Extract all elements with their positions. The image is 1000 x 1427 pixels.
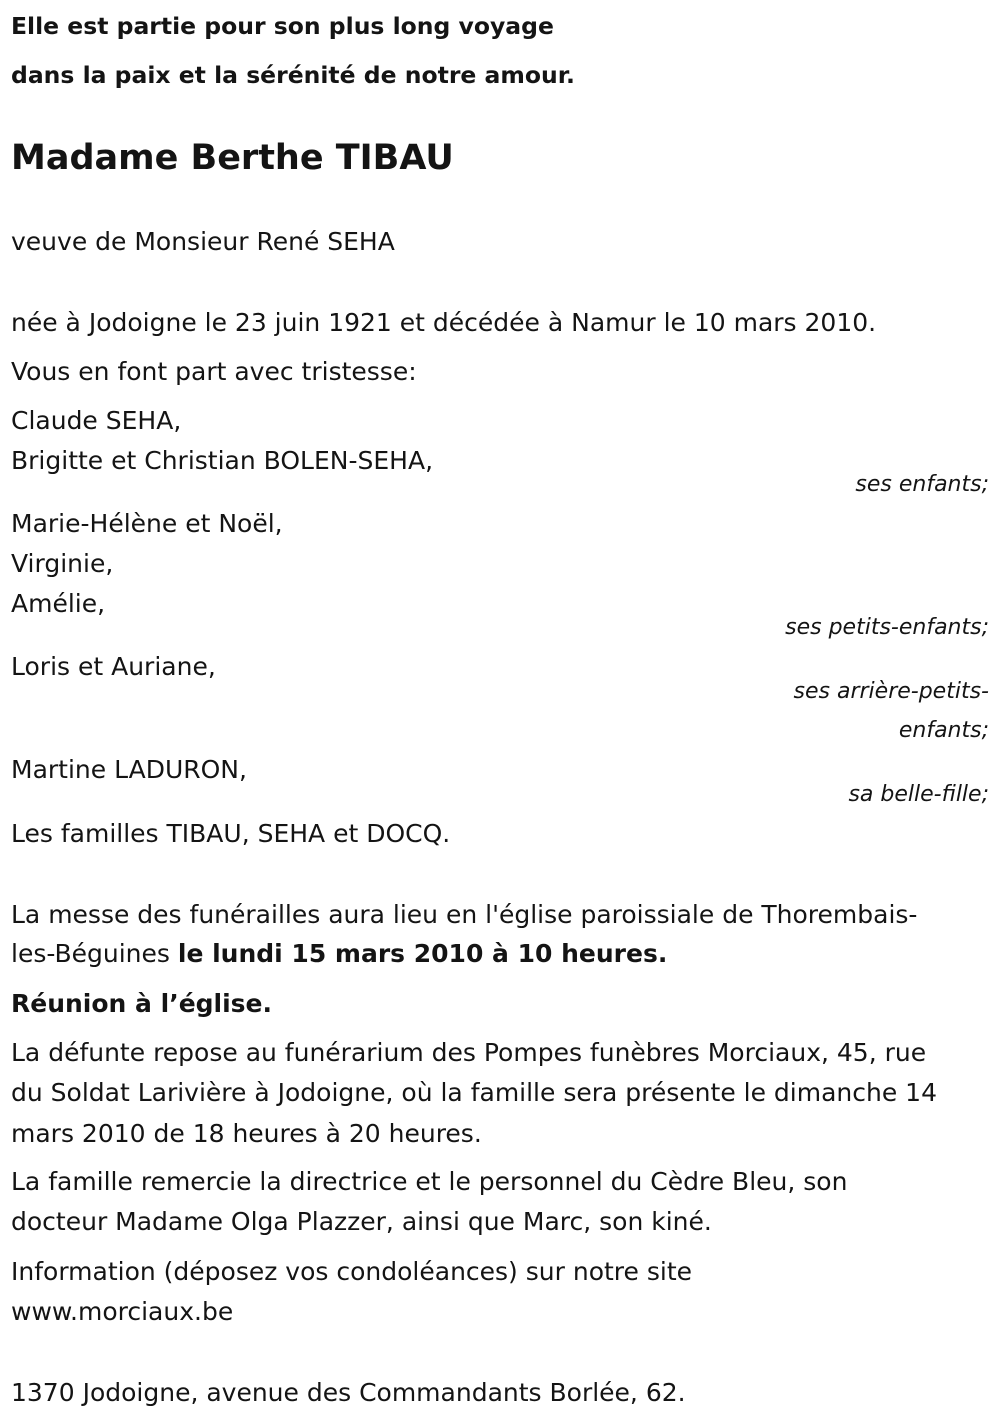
funeral-date-time: le lundi 15 mars 2010 à 10 heures.	[177, 939, 668, 968]
grandchild-2: Virginie,	[11, 549, 114, 578]
funeral-line-2	[11, 934, 667, 974]
great-grandchildren-label-1: ses arrière-petits-	[793, 679, 989, 704]
address: 1370 Jodoigne, avenue des Commandants Borlée, 62.	[11, 1378, 686, 1407]
info-line: Information (déposez vos condoléances) sur notre site	[11, 1257, 693, 1286]
repose-line-3: mars 2010 de 18 heures à 20 heures.	[11, 1119, 482, 1148]
birth-death: née à Jodoigne le 23 juin 1921 et décédée à Namur le 10 mars 2010.	[11, 308, 877, 337]
thanks-line-2: docteur Madame Olga Plazzer, ainsi que Marc, son kiné.	[11, 1207, 712, 1236]
daughter-in-law: Martine LADURON,	[11, 755, 247, 784]
meeting-note: Réunion à l’église.	[11, 989, 273, 1018]
great-grandchildren: Loris et Auriane,	[11, 652, 216, 681]
intro-line-2: dans la paix et la sérénité de notre amour.	[11, 61, 575, 89]
grandchild-1: Marie-Hélène et Noël,	[11, 509, 283, 538]
funeral-line-1: La messe des funérailles aura lieu en l'église paroissiale de Thorembais-	[11, 900, 918, 929]
child-1: Claude SEHA,	[11, 406, 182, 435]
website-link[interactable]: www.morciaux.be	[11, 1297, 234, 1326]
daughter-in-law-label: sa belle-fille;	[848, 782, 989, 807]
intro-line-1: Elle est partie pour son plus long voyage	[11, 12, 554, 40]
grandchildren-label: ses petits-enfants;	[785, 615, 989, 640]
children-label: ses enfants;	[855, 472, 989, 497]
deceased-name: Madame Berthe TIBAU	[11, 138, 454, 178]
announcement-intro: Vous en font part avec tristesse:	[11, 357, 417, 386]
widow-of: veuve de Monsieur René SEHA	[11, 227, 395, 256]
funeral-line-2-start: les-Béguines	[11, 939, 178, 968]
great-grandchildren-label-2: enfants;	[898, 718, 989, 743]
thanks-line-1: La famille remercie la directrice et le personnel du Cèdre Bleu, son	[11, 1167, 848, 1196]
families: Les familles TIBAU, SEHA et DOCQ.	[11, 819, 451, 848]
grandchild-3: Amélie,	[11, 589, 106, 618]
repose-line-1: La défunte repose au funérarium des Pompes funèbres Morciaux, 45, rue	[11, 1038, 927, 1067]
child-2: Brigitte et Christian BOLEN-SEHA,	[11, 446, 434, 475]
repose-line-2: du Soldat Larivière à Jodoigne, où la famille sera présente le dimanche 14	[11, 1078, 937, 1107]
